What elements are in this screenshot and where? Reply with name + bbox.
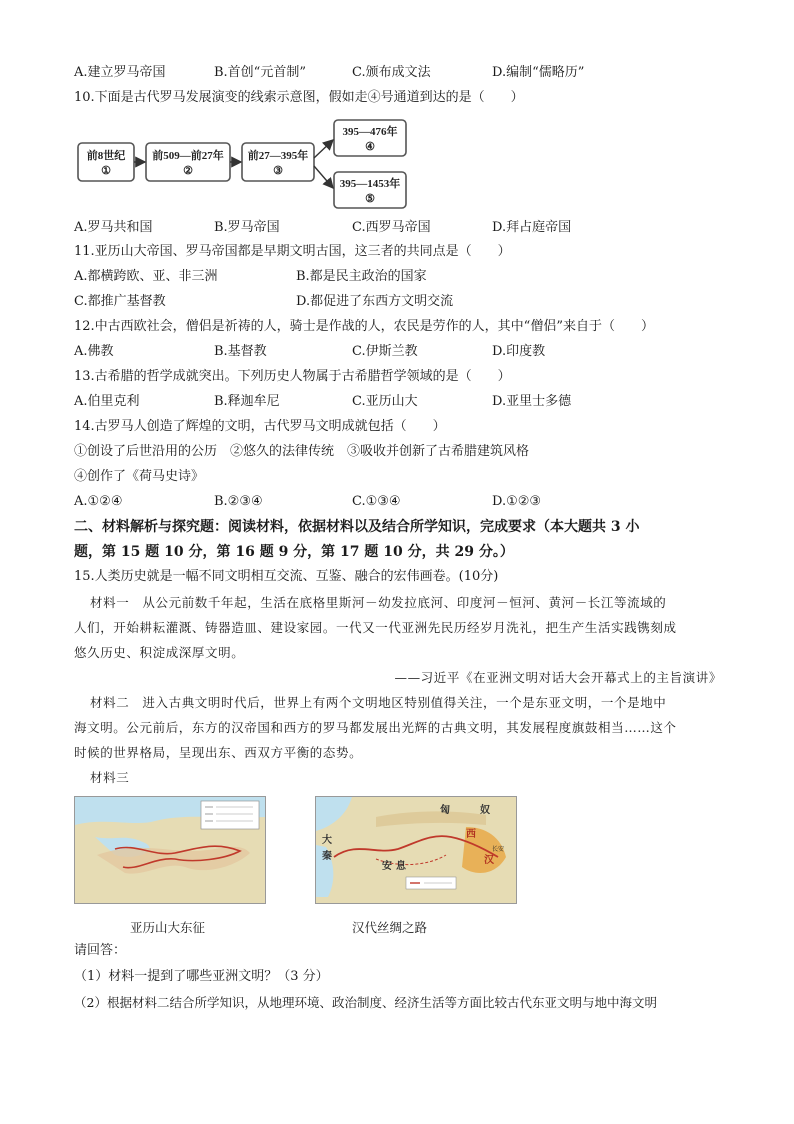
q12-option-b: B.基督教 bbox=[214, 344, 267, 359]
q11-option-b: B.都是民主政治的国家 bbox=[296, 269, 427, 284]
arrow-3-5 bbox=[314, 166, 333, 188]
rome-timeline-diagram bbox=[74, 116, 414, 216]
q13-stem: 13.古希腊的哲学成就突出。下列历史人物属于古希腊哲学领域的是（ ） bbox=[74, 369, 511, 384]
material2-line2: 海文明。公元前后，东方的汉帝国和西方的罗马都发展出光辉的古典文明，其发展程度旗鼓相当……这个 bbox=[74, 720, 677, 735]
q13-option-c: C.亚历山大 bbox=[352, 394, 418, 409]
q15-subquestion-2: （2）根据材料二结合所学知识，从地理环境、政治制度、经济生活等方面比较古代东亚文明与地中海文明 bbox=[74, 995, 657, 1010]
q13-option-d: D.亚里士多德 bbox=[492, 394, 572, 409]
q15-ask: 请回答： bbox=[74, 943, 127, 958]
box-1-period: 前8世纪 bbox=[86, 150, 126, 162]
q11-option-a: A.都横跨欧、亚、非三洲 bbox=[74, 269, 218, 284]
q11-option-d: D.都促进了东西方文明交流 bbox=[296, 294, 454, 309]
box-2-period: 前509—前27年 bbox=[152, 150, 224, 162]
q11-stem: 11.亚历山大帝国、罗马帝国都是早期文明古国，这三者的共同点是（ ） bbox=[74, 244, 511, 259]
q14-items-line2: ④创作了《荷马史诗》 bbox=[74, 469, 205, 484]
q9-option-b: B.首创“元首制” bbox=[214, 65, 306, 80]
map-alexander-campaign bbox=[74, 796, 266, 904]
material1-line1: 材料一 从公元前数千年起，生活在底格里斯河－幼发拉底河、印度河－恒河、黄河－长江等流域的 bbox=[90, 595, 667, 610]
map2-label-an: 安 bbox=[382, 861, 392, 872]
material2-line3: 时候的世界格局，呈现出东、西双方平衡的态势。 bbox=[74, 745, 363, 760]
map2-label-qin: 秦 bbox=[322, 851, 332, 862]
map2-label-changan: 长安 bbox=[492, 847, 505, 853]
q13-option-a: A.伯里克利 bbox=[74, 394, 140, 409]
q12-option-a: A.佛教 bbox=[74, 344, 114, 359]
box-1-num: ① bbox=[101, 165, 111, 177]
material2-line1: 材料二 进入古典文明时代后，世界上有两个文明地区特别值得关注，一个是东亚文明，一个是地中 bbox=[90, 695, 667, 710]
q12-option-d: D.印度教 bbox=[492, 344, 546, 359]
q14-items-line1: ①创设了后世沿用的公历 ②悠久的法律传统 ③吸收并创新了古希腊建筑风格 bbox=[74, 444, 530, 459]
q15-stem: 15.人类历史就是一幅不同文明相互交流、互鉴、融合的宏伟画卷。(10分) bbox=[74, 569, 499, 584]
material1-line2: 人们，开始耕耘灌溉、铸器造皿、建设家园。一代又一代亚洲先民历经岁月洗礼，把生产生活实践镌刻成 bbox=[74, 620, 677, 635]
box-4-period: 395—476年 bbox=[342, 126, 398, 138]
map2-label-da: 大 bbox=[322, 835, 332, 846]
arrow-3-4 bbox=[314, 140, 333, 158]
q10-option-c: C.西罗马帝国 bbox=[352, 220, 431, 235]
q12-stem: 12.中古西欧社会，僧侣是祈祷的人，骑士是作战的人，农民是劳作的人，其中“僧侣”来自于（ ） bbox=[74, 319, 654, 334]
box-5-num: ⑤ bbox=[365, 193, 375, 205]
q11-option-c: C.都推广基督教 bbox=[74, 294, 166, 309]
map-han-silk-road bbox=[315, 796, 517, 904]
q14-option-a: A.①②④ bbox=[74, 494, 123, 509]
map2-label-xiong: 匈 bbox=[440, 805, 450, 816]
map2-label-han: 汉 bbox=[484, 855, 494, 866]
q14-option-d: D.①②③ bbox=[492, 494, 542, 509]
q14-stem: 14.古罗马人创造了辉煌的文明，古代罗马文明成就包括（ ） bbox=[74, 419, 446, 434]
map2-label-xi: 西 bbox=[466, 829, 476, 840]
map2-label-nu: 奴 bbox=[480, 805, 490, 816]
q9-option-a: A.建立罗马帝国 bbox=[74, 65, 166, 80]
section2-heading-line1: 二、材料解析与探究题：阅读材料，依据材料以及结合所学知识，完成要求（本大题共 3 小 bbox=[74, 519, 640, 535]
section2-heading-line2: 题，第 15 题 10 分，第 16 题 9 分，第 17 题 10 分，共 29 分。） bbox=[74, 544, 514, 560]
q14-option-b: B.②③④ bbox=[214, 494, 263, 509]
material1-line3: 悠久历史、积淀成深厚文明。 bbox=[74, 645, 245, 660]
q10-option-b: B.罗马帝国 bbox=[214, 220, 280, 235]
q10-stem: 10.下面是古代罗马发展演变的线索示意图，假如走④号通道到达的是（ ） bbox=[74, 90, 524, 105]
q10-option-d: D.拜占庭帝国 bbox=[492, 220, 572, 235]
box-3-period: 前27—395年 bbox=[247, 150, 309, 162]
map2-label-xi2: 息 bbox=[396, 861, 406, 872]
material1-source: ——习近平《在亚洲文明对话大会开幕式上的主旨演讲》 bbox=[394, 670, 722, 685]
map2-caption: 汉代丝绸之路 bbox=[352, 920, 428, 935]
q14-option-c: C.①③④ bbox=[352, 494, 401, 509]
q10-option-a: A.罗马共和国 bbox=[74, 220, 153, 235]
q13-option-b: B.释迦牟尼 bbox=[214, 394, 280, 409]
q9-option-d: D.编制“儒略历” bbox=[492, 65, 585, 80]
material3-label: 材料三 bbox=[90, 770, 130, 785]
box-5-period: 395—1453年 bbox=[339, 178, 401, 190]
box-3-num: ③ bbox=[273, 165, 283, 177]
map1-caption: 亚历山大东征 bbox=[130, 920, 206, 935]
box-2-num: ② bbox=[183, 165, 193, 177]
box-4-num: ④ bbox=[365, 141, 375, 153]
q12-option-c: C.伊斯兰教 bbox=[352, 344, 418, 359]
q15-subquestion-1: （1）材料一提到了哪些亚洲文明？（3 分） bbox=[74, 969, 329, 984]
q9-option-c: C.颁布成文法 bbox=[352, 65, 431, 80]
